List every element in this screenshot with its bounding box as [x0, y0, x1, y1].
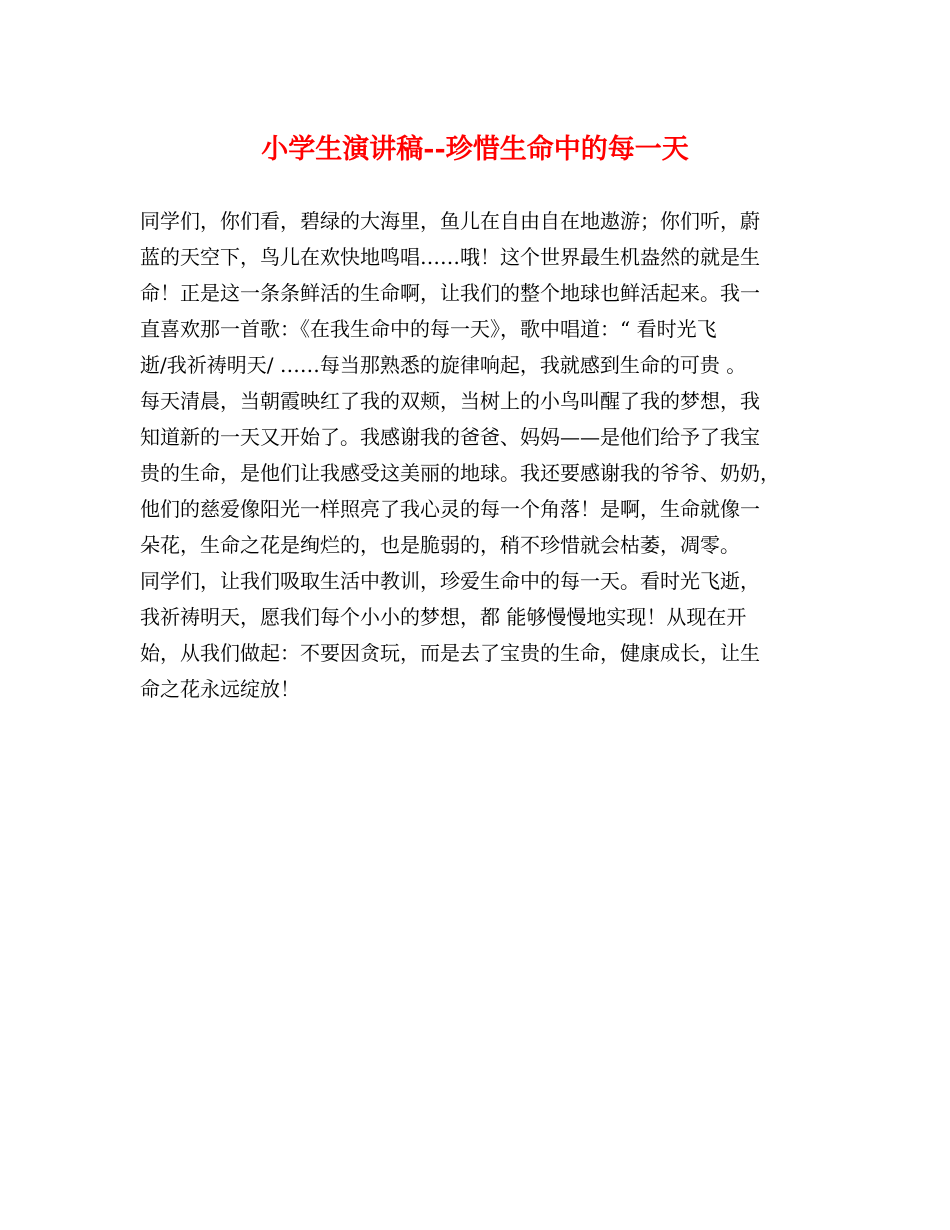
text-line: 逝/我祈祷明天/ ……每当那熟悉的旋律响起，我就感到生命的可贵 。: [140, 353, 747, 377]
speech-body: [140, 203, 820, 707]
text-line: 每天清晨，当朝霞映红了我的双颊，当树上的小鸟叫醒了我的梦想，我: [140, 389, 760, 413]
text-line: 我祈祷明天，愿我们每个小小的梦想，都 能够慢慢地实现！从现在开: [140, 605, 747, 629]
text-line: 蓝的天空下，鸟儿在欢快地鸣唱……哦！这个世界最生机盎然的就是生: [140, 245, 760, 269]
text-line: 直喜欢那一首歌：《在我生命中的每一天》，歌中唱道：“ 看时光飞: [140, 317, 717, 341]
text-line: 命！正是这一条条鲜活的生命啊，让我们的整个地球也鲜活起来。我一: [140, 281, 760, 305]
text-line: 朵花，生命之花是绚烂的，也是脆弱的，稍不珍惜就会枯萎，凋零。: [140, 533, 740, 557]
text-line: 同学们，你们看，碧绿的大海里，鱼儿在自由自在地遨游；你们听，蔚: [140, 209, 760, 233]
text-line: 同学们，让我们吸取生活中教训，珍爱生命中的每一天。看时光飞逝，: [140, 569, 760, 593]
text-line: 贵的生命，是他们让我感受这美丽的地球。我还要感谢我的爷爷、奶奶，: [140, 461, 780, 485]
text-line: 知道新的一天又开始了。我感谢我的爸爸、妈妈——是他们给予了我宝: [140, 425, 760, 449]
document-title: 小学生演讲稿--珍惜生命中的每一天: [261, 134, 689, 165]
text-line: 始，从我们做起：不要因贪玩，而是去了宝贵的生命，健康成长，让生: [140, 641, 760, 665]
text-line: 命之花永远绽放！: [140, 677, 300, 701]
text-line: 他们的慈爱像阳光一样照亮了我心灵的每一个角落！是啊，生命就像一: [140, 497, 760, 521]
